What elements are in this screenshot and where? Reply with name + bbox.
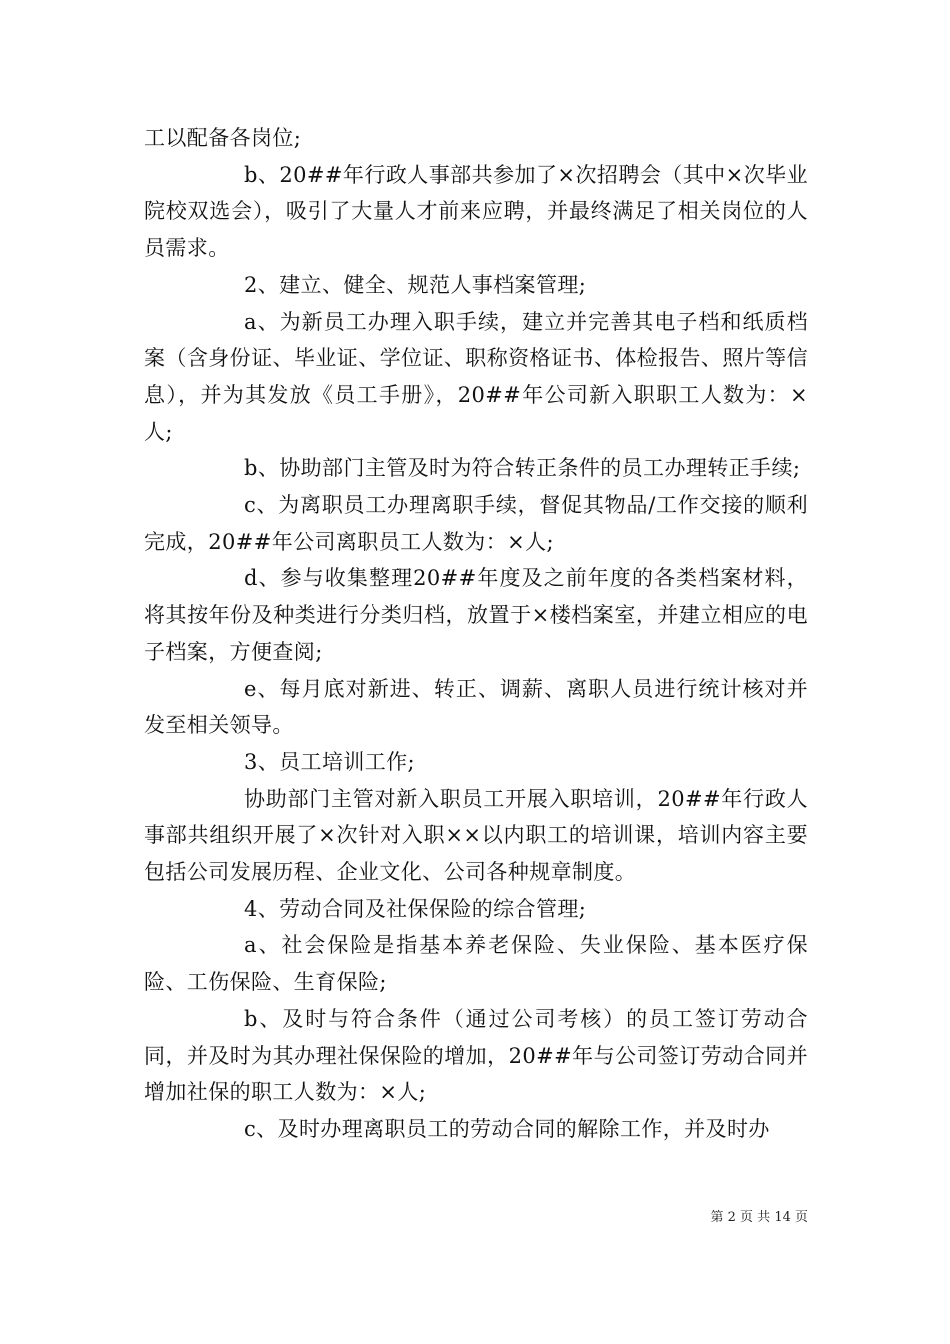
paragraph-4: b、协助部门主管及时为符合转正条件的员工办理转正手续; [244,456,801,481]
document-body [144,120,808,1148]
paragraph-13: c、及时办理离职员工的劳动合同的解除工作，并及时办 [244,1116,770,1141]
paragraph-3: a、为新员工办理入职手续，建立并完善其电子档和纸质档案（含身份证、毕业证、学位证、职称资格证书、体检报告、照片等信息），并为其发放《员工手册》，20##年公司新入职职工人数为：×人; [144,309,808,444]
paragraph-11: a、社会保险是指基本养老保险、失业保险、基本医疗保险、工伤保险、生育保险; [144,933,808,995]
paragraph-8: 3、员工培训工作; [244,749,416,774]
paragraph-1: b、20##年行政人事部共参加了×次招聘会（其中×次毕业院校双选会），吸引了大量人才前来应聘，并最终满足了相关岗位的人员需求。 [144,162,808,261]
paragraph-0: 工以配备各岗位; [144,126,302,150]
paragraph-5: c、为离职员工办理离职手续，督促其物品/工作交接的顺利完成，20##年公司离职员工人数为：×人; [144,493,808,554]
paragraph-2: 2、建立、健全、规范人事档案管理; [244,272,587,297]
page-number-footer: 第 2 页 共 14 页 [710,1210,808,1225]
paragraph-10: 4、劳动合同及社保保险的综合管理; [244,896,587,921]
paragraph-6: d、参与收集整理20##年度及之前年度的各类档案材料，将其按年份及种类进行分类归档，放置于×楼档案室，并建立相应的电子档案，方便查阅; [144,566,808,664]
paragraph-9: 协助部门主管对新入职员工开展入职培训，20##年行政人事部共组织开展了×次针对入职××以内职工的培训课，培训内容主要包括公司发展历程、企业文化、公司各种规章制度。 [144,786,808,885]
paragraph-7: e、每月底对新进、转正、调薪、离职人员进行统计核对并发至相关领导。 [144,676,808,738]
paragraph-12: b、及时与符合条件（通过公司考核）的员工签订劳动合同，并及时为其办理社保保险的增加，20##年与公司签订劳动合同并增加社保的职工人数为：×人; [144,1006,808,1105]
